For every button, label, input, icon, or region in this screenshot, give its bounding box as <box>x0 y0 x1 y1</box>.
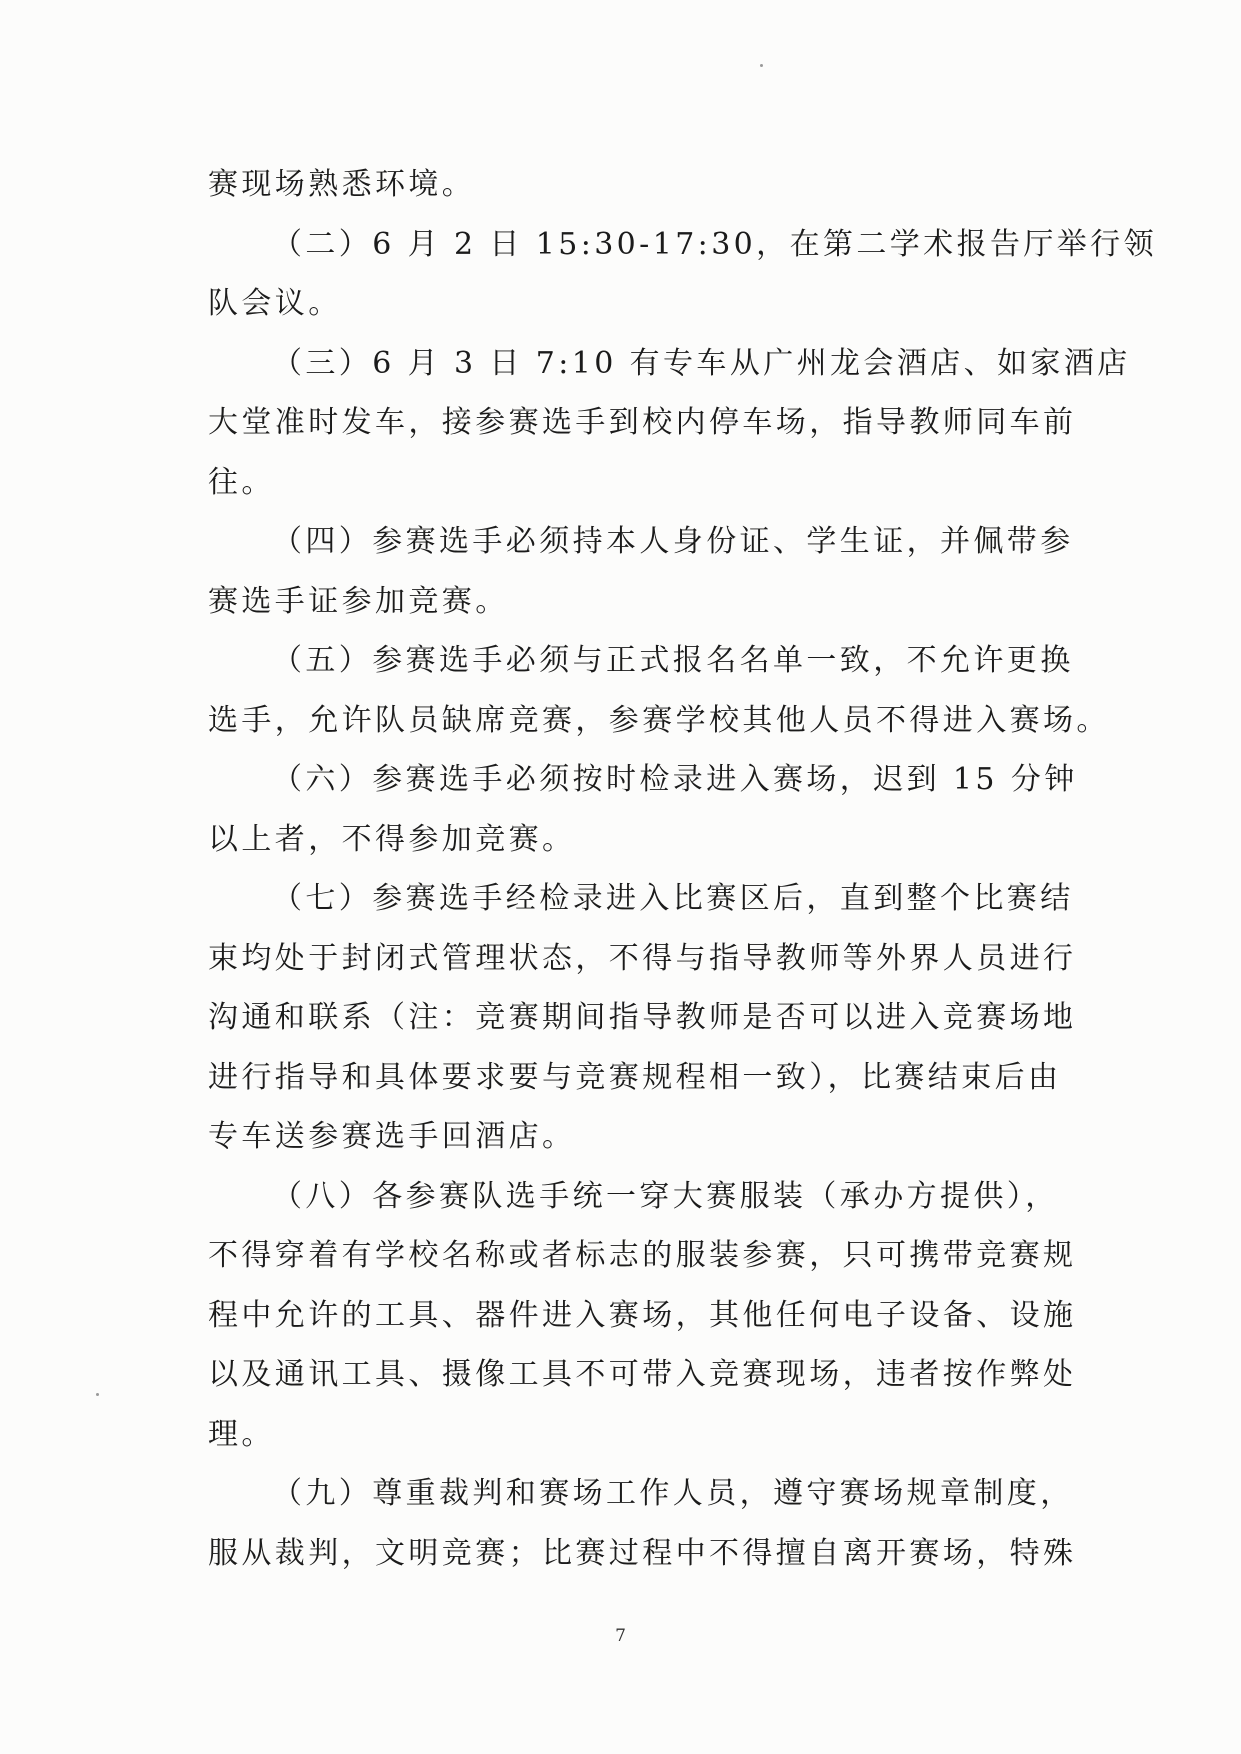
text-line: （九）尊重裁判和赛场工作人员，遵守赛场规章制度， <box>272 1476 1074 1511</box>
text-line: （六）参赛选手必须按时检录进入赛场，迟到 15 分钟 <box>272 762 1078 797</box>
scan-speck <box>760 64 763 67</box>
text-line: （三）6 月 3 日 7:10 有专车从广州龙会酒店、如家酒店 <box>272 345 1131 381</box>
text-line: 不得穿着有学校名称或者标志的服装参赛，只可携带竞赛规 <box>208 1238 1077 1273</box>
page-number: 7 <box>615 1626 626 1646</box>
text-line: 束均处于封闭式管理状态，不得与指导教师等外界人员进行 <box>208 940 1077 976</box>
text-line: 程中允许的工具、器件进入赛场，其他任何电子设备、设施 <box>208 1297 1077 1333</box>
text-line: （五）参赛选手必须与正式报名名单一致，不允许更换 <box>272 643 1074 678</box>
text-line: 服从裁判，文明竞赛；比赛过程中不得擅自离开赛场，特殊 <box>208 1535 1077 1571</box>
text-line: 往。 <box>208 464 275 500</box>
text-line: （八）各参赛队选手统一穿大赛服装（承办方提供）， <box>272 1178 1059 1214</box>
text-line: 选手，允许队员缺席竞赛，参赛学校其他人员不得进入赛场。 <box>208 702 1110 738</box>
text-line: 进行指导和具体要求要与竞赛规程相一致），比赛结束后由 <box>208 1059 1062 1095</box>
body-text <box>208 155 1157 1583</box>
text-line: 以上者，不得参加竞赛。 <box>208 821 576 857</box>
text-line: 专车送参赛选手回酒店。 <box>208 1119 576 1154</box>
text-line: 以及通讯工具、摄像工具不可带入竞赛现场，违者按作弊处 <box>208 1357 1077 1392</box>
text-line: （七）参赛选手经检录进入比赛区后，直到整个比赛结 <box>272 881 1074 916</box>
text-line: （二）6 月 2 日 15:30-17:30，在第二学术报告厅举行领 <box>272 226 1157 262</box>
text-line: （四）参赛选手必须持本人身份证、学生证，并佩带参 <box>272 524 1074 559</box>
scan-speck <box>96 1393 99 1396</box>
text-line: 大堂准时发车，接参赛选手到校内停车场，指导教师同车前 <box>208 405 1077 440</box>
text-line: 沟通和联系（注：竞赛期间指导教师是否可以进入竞赛场地 <box>208 1000 1077 1035</box>
text-line: 理。 <box>208 1416 275 1452</box>
text-line: 赛选手证参加竞赛。 <box>208 583 509 619</box>
text-line: 队会议。 <box>208 286 342 321</box>
text-line: 赛现场熟悉环境。 <box>208 167 476 202</box>
